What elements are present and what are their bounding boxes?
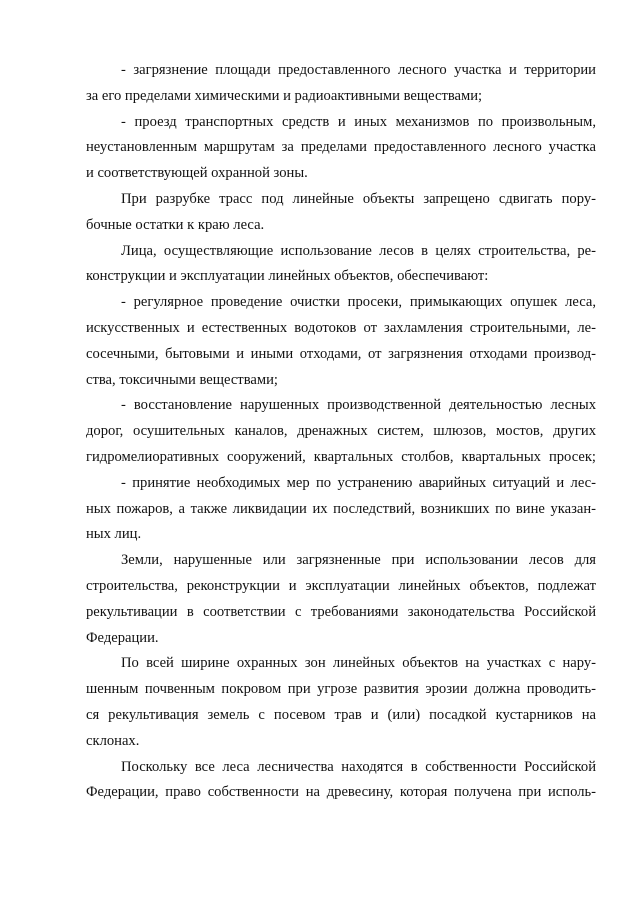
persons-obligations-paragraph [86,239,596,291]
text-line: ных лиц. [86,526,142,543]
text-line: Федерации, право собственности на древесину, которая получена при исполь- [86,784,596,801]
text-line: склонах. [86,732,140,749]
text-line: - восстановление нарушенных производственной деятельностью лесных [121,397,596,414]
text-line: дорог, осушительных каналов, дренажных систем, шлюзов, мостов, других [86,423,596,440]
clearing-item [86,290,596,393]
logging-residues-paragraph [86,187,596,239]
text-line: искусственных и естественных водотоков от захламления строительными, ле- [86,319,596,336]
vehicle-passage-item [86,110,596,187]
text-line: ных пожаров, а также ликвидации их последствий, возникших по вине указан- [86,500,596,517]
pollution-item [86,58,596,110]
recultivation-paragraph [86,548,596,651]
text-line: гидромелиоративных сооружений, квартальных столбов, квартальных просек; [86,448,596,465]
text-line: ства, токсичными веществами; [86,371,278,388]
ownership-paragraph [86,755,596,807]
text-line: Лица, осуществляющие использование лесов в целях строительства, ре- [121,242,596,259]
text-line: бочные остатки к краю леса. [86,216,265,233]
text-line: конструкции и эксплуатации линейных объектов, обеспечивают: [86,268,489,285]
text-line: - принятие необходимых мер по устранению аварийных ситуаций и лес- [121,474,596,491]
text-line: сосечными, бытовыми и иными отходами, от загрязнения отходами производ- [86,345,596,362]
text-line: Федерации. [86,629,159,646]
text-line: шенным почвенным покровом при угрозе развития эрозии должна проводить- [86,681,596,698]
text-line: и соответствующей охранной зоны. [86,165,308,182]
text-line: ся рекультивация земель с посевом трав и (или) посадкой кустарников на [86,706,596,723]
text-line: При разрубке трасс под линейные объекты запрещено сдвигать пору- [121,190,596,207]
text-line: неустановленным маршрутам за пределами предоставленного лесного участка [86,139,596,156]
document-text [86,58,596,806]
text-line: По всей ширине охранных зон линейных объектов на участках с нару- [121,655,596,672]
text-line: Поскольку все леса лесничества находятся в собственности Российской [121,758,596,775]
text-line: - загрязнение площади предоставленного лесного участка и территории [121,62,596,78]
text-line: Земли, нарушенные или загрязненные при использовании лесов для [121,552,596,569]
text-line: - проезд транспортных средств и иных механизмов по произвольным, [121,113,596,130]
emergency-item [86,471,596,548]
text-line: за его пределами химическими и радиоактивными веществами; [86,87,483,104]
erosion-paragraph [86,651,596,754]
restoration-item [86,393,596,470]
text-line: рекультивации в соответствии с требованиями законодательства Российской [86,603,596,620]
text-line: строительства, реконструкции и эксплуатации линейных объектов, подлежат [86,577,596,594]
text-line: - регулярное проведение очистки просеки, примыкающих опушек леса, [121,294,596,311]
